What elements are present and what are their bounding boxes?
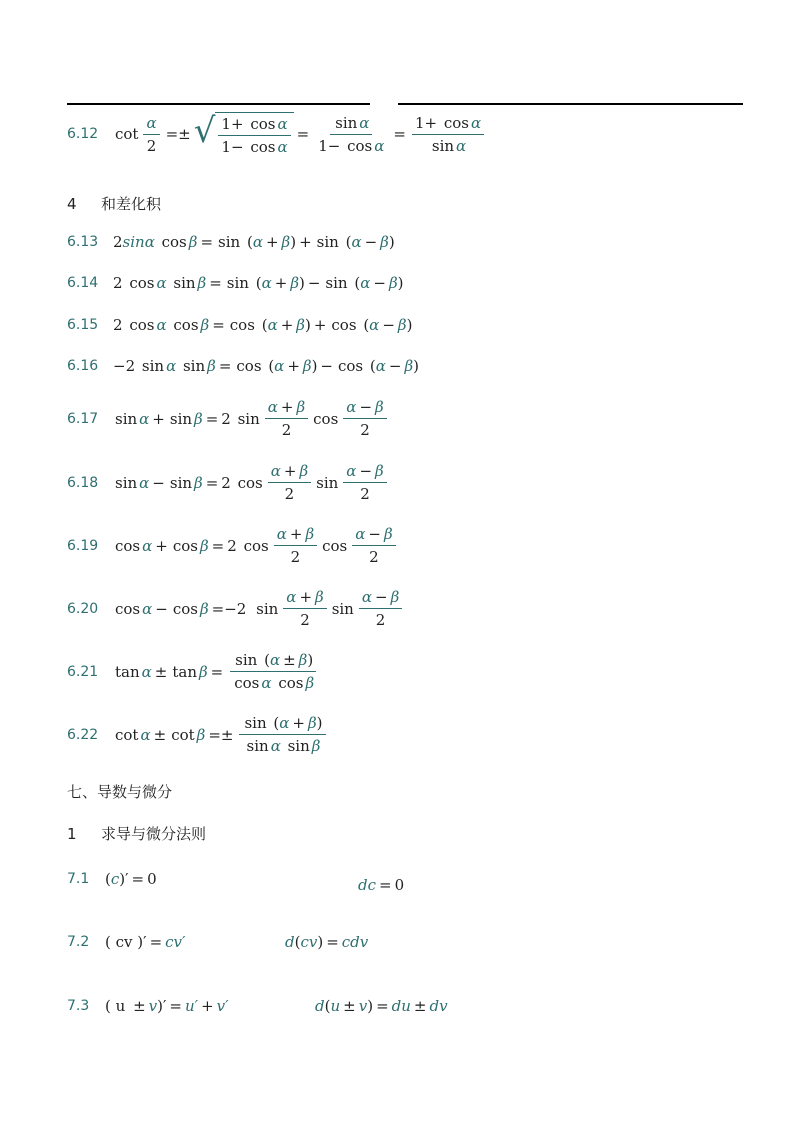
chapter-heading-7: 七、导数与微分 (67, 783, 173, 801)
formula: ( c )′ = 0 (105, 870, 157, 888)
header-rule-left (67, 103, 370, 105)
equation-7-1: 7.1 ( c )′ = 0 (67, 870, 157, 888)
differential-formula-7-1: dc = 0 (358, 876, 405, 894)
equation-6-21: 6.21 tan α ± tan β = $\frac{\sin (\alpha \pm \beta)}{\text{cos α cos β}}$ (67, 651, 320, 692)
equation-6-20: 6.20 cos α − cos β =−2 sin $\frac{\alpha + \beta}{2}$ sin $\frac{\alpha - \beta}{2}$ (67, 588, 405, 629)
equation-6-22: 6.22 cot α ± cot β =± $\frac{\sin (\alpha + \beta)}{\text{sin α sin β}}$ (67, 714, 329, 755)
formula: −2 sin α sin β = cos ( α + β ) − cos ( α − β ) (113, 357, 420, 375)
section-heading-4: 4 和差化积 (67, 195, 162, 213)
equation-7-2: 7.2 ( cv )′ = cv′ (67, 933, 186, 951)
equation-6-13: 6.13 2 sinα cos β = sin ( α + β ) + sin ( α − β ) (67, 233, 395, 251)
equation-6-14: 6.14 2 cos α sin β = sin ( α + β ) − sin ( α − β ) (67, 274, 404, 292)
formula: ( u ± v )′ = u′ + v′ (105, 997, 229, 1015)
formula: cos α + cos β = 2 cos $\frac{\alpha + \beta}{2}$ cos $\frac{\alpha - \beta}{2}$ (113, 525, 399, 566)
formula: cot $\frac{\alpha}{2}$ =± √ $\frac{\text{1+ cos α}}{\text{1− cos α}}$ = $\frac{\text{sin α}}{\text{1− cos α}}$ = $\frac{\text{1+ cos α}}{\text{sin α}}$ (113, 112, 487, 156)
formula: 2 cos α sin β = sin ( α + β ) − sin ( α − β ) (113, 274, 404, 292)
equation-6-12 (67, 112, 487, 156)
equation-number: 6.12 (67, 126, 99, 142)
equation-6-19: 6.19 cos α + cos β = 2 cos $\frac{\alpha + \beta}{2}$ cos $\frac{\alpha - \beta}{2}$ (67, 525, 399, 566)
section-heading-1: 1 求导与微分法则 (67, 825, 207, 843)
formula: tan α ± tan β = $\frac{\sin (\alpha \pm \beta)}{\text{cos α cos β}}$ (113, 651, 320, 692)
formula: ( cv )′ = cv′ (105, 933, 186, 951)
formula: sin α − sin β = 2 cos $\frac{\alpha + \beta}{2}$ sin $\frac{\alpha - \beta}{2}$ (113, 462, 390, 503)
equation-6-16: 6.16 −2 sin α sin β = cos ( α + β ) − cos ( α − β ) (67, 357, 420, 375)
formula: 2 sinα cos β = sin ( α + β ) + sin ( α − β ) (113, 233, 395, 251)
formula: sin α + sin β = 2 sin $\frac{\alpha + \beta}{2}$ cos $\frac{\alpha - \beta}{2}$ (113, 398, 390, 439)
equation-7-3: 7.3 ( u ± v )′ = u′ + v′ (67, 997, 229, 1015)
equation-6-17: 6.17 sin α + sin β = 2 sin $\frac{\alpha + \beta}{2}$ cos $\frac{\alpha - \beta}{2}$ (67, 398, 390, 439)
formula: cos α − cos β =−2 sin $\frac{\alpha + \beta}{2}$ sin $\frac{\alpha - \beta}{2}$ (113, 588, 405, 629)
equation-6-18: 6.18 sin α − sin β = 2 cos $\frac{\alpha + \beta}{2}$ sin $\frac{\alpha - \beta}{2}$ (67, 462, 390, 503)
differential-formula-7-3: d(u ± v) = du ± dv (315, 997, 448, 1015)
differential-formula-7-2: d(cv) = cdv (285, 933, 369, 951)
formula: cot α ± cot β =± $\frac{\sin (\alpha + \beta)}{\text{sin α sin β}}$ (113, 714, 329, 755)
header-rule-right (398, 103, 743, 105)
formula: 2 cos α cos β = cos ( α + β ) + cos ( α − β ) (113, 316, 413, 334)
equation-6-15: 6.15 2 cos α cos β = cos ( α + β ) + cos ( α − β ) (67, 316, 413, 334)
